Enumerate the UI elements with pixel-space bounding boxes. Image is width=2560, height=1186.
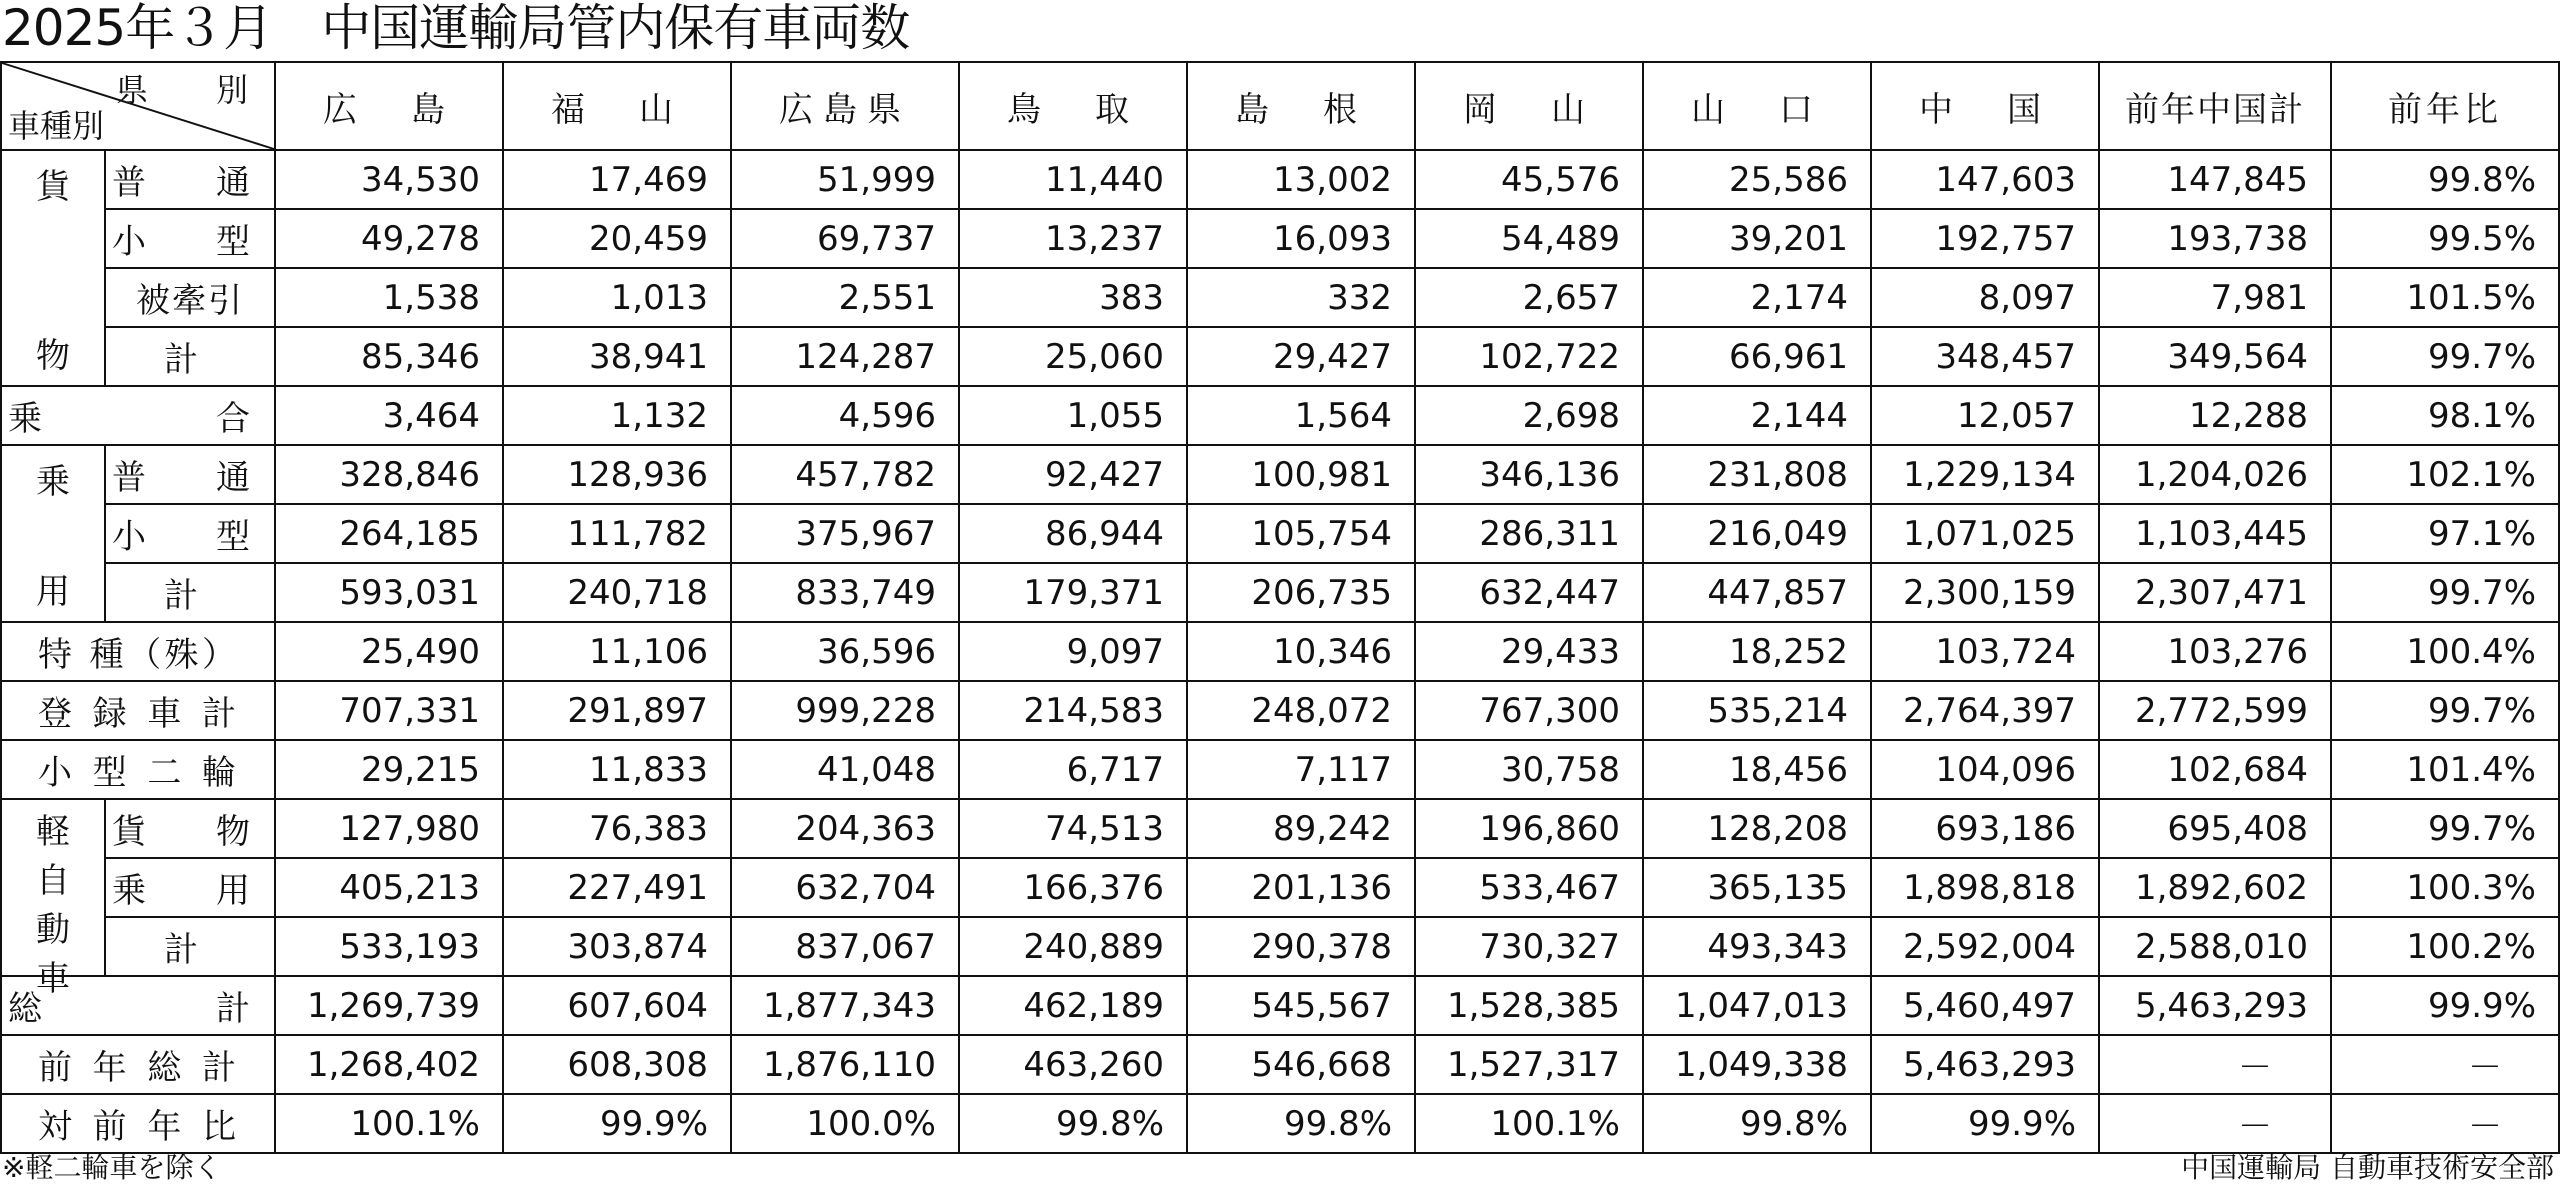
row-label: 貨 物 bbox=[105, 799, 275, 858]
vehicle-count-table bbox=[0, 61, 2560, 1154]
value-cell: － bbox=[2331, 1035, 2559, 1094]
value-cell: 54,489 bbox=[1415, 209, 1643, 268]
value-cell: 69,737 bbox=[731, 209, 959, 268]
value-cell: 767,300 bbox=[1415, 681, 1643, 740]
category-label-kei bbox=[1, 799, 105, 999]
value-cell: 1,892,602 bbox=[2099, 858, 2331, 917]
value-cell: 128,936 bbox=[503, 445, 731, 504]
value-cell: 99.7% bbox=[2331, 799, 2559, 858]
value-cell: 1,898,818 bbox=[1871, 858, 2099, 917]
value-cell: 193,738 bbox=[2099, 209, 2331, 268]
value-cell: 11,440 bbox=[959, 150, 1187, 209]
value-cell: 100.1% bbox=[1415, 1094, 1643, 1153]
value-cell: 447,857 bbox=[1643, 563, 1871, 622]
row-label: 小 型 bbox=[105, 209, 275, 268]
table-row bbox=[1, 622, 2559, 681]
value-cell: 463,260 bbox=[959, 1035, 1187, 1094]
column-header: 山 口 bbox=[1643, 62, 1871, 150]
table-row bbox=[1, 445, 2559, 504]
value-cell: 101.4% bbox=[2331, 740, 2559, 799]
source-credit: 中国運輸局 自動車技術安全部 bbox=[2181, 1151, 2554, 1184]
value-cell: 89,242 bbox=[1187, 799, 1415, 858]
value-cell: 405,213 bbox=[275, 858, 503, 917]
value-cell: 546,668 bbox=[1187, 1035, 1415, 1094]
value-cell: 303,874 bbox=[503, 917, 731, 976]
value-cell: 102.1% bbox=[2331, 445, 2559, 504]
value-cell: 147,603 bbox=[1871, 150, 2099, 209]
row-label: 普 通 bbox=[105, 150, 275, 209]
value-cell: 462,189 bbox=[959, 976, 1187, 1035]
table-row bbox=[1, 268, 2559, 327]
corner-prefecture-label: 県 別 bbox=[115, 71, 266, 109]
value-cell: 1,013 bbox=[503, 268, 731, 327]
column-header: 広 島 bbox=[275, 62, 503, 150]
table-row bbox=[1, 209, 2559, 268]
value-cell: 9,097 bbox=[959, 622, 1187, 681]
category-label-joyo bbox=[1, 445, 105, 622]
value-cell: 99.5% bbox=[2331, 209, 2559, 268]
value-cell: 49,278 bbox=[275, 209, 503, 268]
value-cell: 214,583 bbox=[959, 681, 1187, 740]
row-label: 被牽引 bbox=[105, 268, 275, 327]
value-cell: 349,564 bbox=[2099, 327, 2331, 386]
value-cell: 204,363 bbox=[731, 799, 959, 858]
value-cell: 11,833 bbox=[503, 740, 731, 799]
value-cell: 100.3% bbox=[2331, 858, 2559, 917]
value-cell: 99.8% bbox=[2331, 150, 2559, 209]
value-cell: － bbox=[2331, 1094, 2559, 1153]
value-cell: 29,427 bbox=[1187, 327, 1415, 386]
value-cell: 13,237 bbox=[959, 209, 1187, 268]
value-cell: 2,772,599 bbox=[2099, 681, 2331, 740]
table-row bbox=[1, 150, 2559, 209]
corner-cell bbox=[1, 62, 275, 150]
value-cell: 25,586 bbox=[1643, 150, 1871, 209]
value-cell: 102,684 bbox=[2099, 740, 2331, 799]
table-row bbox=[1, 504, 2559, 563]
value-cell: 39,201 bbox=[1643, 209, 1871, 268]
value-cell: 11,106 bbox=[503, 622, 731, 681]
value-cell: 286,311 bbox=[1415, 504, 1643, 563]
value-cell: 7,981 bbox=[2099, 268, 2331, 327]
column-header: 鳥 取 bbox=[959, 62, 1187, 150]
value-cell: 45,576 bbox=[1415, 150, 1643, 209]
category-char: 軽 bbox=[36, 812, 70, 852]
value-cell: 76,383 bbox=[503, 799, 731, 858]
value-cell: 147,845 bbox=[2099, 150, 2331, 209]
value-cell: 2,592,004 bbox=[1871, 917, 2099, 976]
value-cell: 16,093 bbox=[1187, 209, 1415, 268]
value-cell: 66,961 bbox=[1643, 327, 1871, 386]
value-cell: 1,527,317 bbox=[1415, 1035, 1643, 1094]
value-cell: 1,229,134 bbox=[1871, 445, 2099, 504]
value-cell: 99.9% bbox=[1871, 1094, 2099, 1153]
row-label: 計 bbox=[105, 327, 275, 386]
value-cell: 25,490 bbox=[275, 622, 503, 681]
value-cell: 1,268,402 bbox=[275, 1035, 503, 1094]
value-cell: 192,757 bbox=[1871, 209, 2099, 268]
category-label-kamotsu bbox=[1, 150, 105, 386]
value-cell: 17,469 bbox=[503, 150, 731, 209]
value-cell: 730,327 bbox=[1415, 917, 1643, 976]
value-cell: 18,456 bbox=[1643, 740, 1871, 799]
value-cell: 41,048 bbox=[731, 740, 959, 799]
value-cell: 1,055 bbox=[959, 386, 1187, 445]
value-cell: 38,941 bbox=[503, 327, 731, 386]
column-header: 広島県 bbox=[731, 62, 959, 150]
value-cell: 1,528,385 bbox=[1415, 976, 1643, 1035]
value-cell: － bbox=[2099, 1094, 2331, 1153]
value-cell: 7,117 bbox=[1187, 740, 1415, 799]
row-label: 普 通 bbox=[105, 445, 275, 504]
value-cell: 99.8% bbox=[1643, 1094, 1871, 1153]
value-cell: 346,136 bbox=[1415, 445, 1643, 504]
value-cell: 493,343 bbox=[1643, 917, 1871, 976]
category-char: 貨 bbox=[36, 167, 70, 207]
value-cell: 13,002 bbox=[1187, 150, 1415, 209]
value-cell: 10,346 bbox=[1187, 622, 1415, 681]
value-cell: 99.9% bbox=[2331, 976, 2559, 1035]
value-cell: 1,269,739 bbox=[275, 976, 503, 1035]
value-cell: 12,288 bbox=[2099, 386, 2331, 445]
value-cell: 2,307,471 bbox=[2099, 563, 2331, 622]
table-row bbox=[1, 1035, 2559, 1094]
value-cell: 1,538 bbox=[275, 268, 503, 327]
value-cell: 695,408 bbox=[2099, 799, 2331, 858]
column-header: 前年比 bbox=[2331, 62, 2559, 150]
value-cell: 607,604 bbox=[503, 976, 731, 1035]
value-cell: 2,698 bbox=[1415, 386, 1643, 445]
value-cell: 30,758 bbox=[1415, 740, 1643, 799]
value-cell: 34,530 bbox=[275, 150, 503, 209]
value-cell: 102,722 bbox=[1415, 327, 1643, 386]
value-cell: 127,980 bbox=[275, 799, 503, 858]
table-row bbox=[1, 386, 2559, 445]
value-cell: 36,596 bbox=[731, 622, 959, 681]
column-header: 岡 山 bbox=[1415, 62, 1643, 150]
value-cell: 124,287 bbox=[731, 327, 959, 386]
value-cell: 105,754 bbox=[1187, 504, 1415, 563]
value-cell: 1,204,026 bbox=[2099, 445, 2331, 504]
table-row bbox=[1, 740, 2559, 799]
value-cell: 328,846 bbox=[275, 445, 503, 504]
value-cell: 18,252 bbox=[1643, 622, 1871, 681]
value-cell: 365,135 bbox=[1643, 858, 1871, 917]
value-cell: 290,378 bbox=[1187, 917, 1415, 976]
value-cell: 457,782 bbox=[731, 445, 959, 504]
value-cell: － bbox=[2099, 1035, 2331, 1094]
value-cell: 348,457 bbox=[1871, 327, 2099, 386]
value-cell: 201,136 bbox=[1187, 858, 1415, 917]
value-cell: 1,564 bbox=[1187, 386, 1415, 445]
value-cell: 179,371 bbox=[959, 563, 1187, 622]
footnote: ※軽二輪車を除く bbox=[2, 1151, 222, 1184]
value-cell: 12,057 bbox=[1871, 386, 2099, 445]
value-cell: 85,346 bbox=[275, 327, 503, 386]
category-char: 車 bbox=[36, 959, 70, 999]
value-cell: 5,463,293 bbox=[2099, 976, 2331, 1035]
column-header: 島 根 bbox=[1187, 62, 1415, 150]
value-cell: 25,060 bbox=[959, 327, 1187, 386]
value-cell: 2,657 bbox=[1415, 268, 1643, 327]
row-label: 前年総計 bbox=[1, 1035, 275, 1094]
table-row bbox=[1, 327, 2559, 386]
row-label: 総 計 bbox=[1, 976, 275, 1035]
row-label: 計 bbox=[105, 563, 275, 622]
value-cell: 264,185 bbox=[275, 504, 503, 563]
category-char: 物 bbox=[36, 336, 70, 376]
row-label: 小 型 bbox=[105, 504, 275, 563]
value-cell: 707,331 bbox=[275, 681, 503, 740]
value-cell: 216,049 bbox=[1643, 504, 1871, 563]
corner-vehicle-type-label: 車種別 bbox=[8, 107, 105, 145]
row-label: 登録車計 bbox=[1, 681, 275, 740]
value-cell: 833,749 bbox=[731, 563, 959, 622]
row-label: 乗 合 bbox=[1, 386, 275, 445]
value-cell: 1,047,013 bbox=[1643, 976, 1871, 1035]
page-title: 2025年３月 中国運輸局管内保有車両数 bbox=[2, 0, 910, 57]
table-row bbox=[1, 799, 2559, 858]
value-cell: 99.7% bbox=[2331, 327, 2559, 386]
value-cell: 2,144 bbox=[1643, 386, 1871, 445]
value-cell: 291,897 bbox=[503, 681, 731, 740]
value-cell: 1,071,025 bbox=[1871, 504, 2099, 563]
table-row bbox=[1, 1094, 2559, 1153]
value-cell: 545,567 bbox=[1187, 976, 1415, 1035]
value-cell: 375,967 bbox=[731, 504, 959, 563]
value-cell: 1,876,110 bbox=[731, 1035, 959, 1094]
value-cell: 100.1% bbox=[275, 1094, 503, 1153]
value-cell: 98.1% bbox=[2331, 386, 2559, 445]
value-cell: 99.8% bbox=[1187, 1094, 1415, 1153]
value-cell: 632,447 bbox=[1415, 563, 1643, 622]
value-cell: 533,193 bbox=[275, 917, 503, 976]
value-cell: 240,889 bbox=[959, 917, 1187, 976]
value-cell: 6,717 bbox=[959, 740, 1187, 799]
value-cell: 227,491 bbox=[503, 858, 731, 917]
value-cell: 111,782 bbox=[503, 504, 731, 563]
value-cell: 248,072 bbox=[1187, 681, 1415, 740]
row-label: 特 種（殊） bbox=[1, 622, 275, 681]
column-header: 福 山 bbox=[503, 62, 731, 150]
value-cell: 593,031 bbox=[275, 563, 503, 622]
column-header: 中 国 bbox=[1871, 62, 2099, 150]
value-cell: 1,049,338 bbox=[1643, 1035, 1871, 1094]
value-cell: 1,132 bbox=[503, 386, 731, 445]
header-row bbox=[1, 62, 2559, 150]
value-cell: 533,467 bbox=[1415, 858, 1643, 917]
value-cell: 2,174 bbox=[1643, 268, 1871, 327]
value-cell: 97.1% bbox=[2331, 504, 2559, 563]
category-char: 用 bbox=[36, 572, 70, 612]
value-cell: 608,308 bbox=[503, 1035, 731, 1094]
value-cell: 2,588,010 bbox=[2099, 917, 2331, 976]
table-row bbox=[1, 976, 2559, 1035]
value-cell: 2,551 bbox=[731, 268, 959, 327]
value-cell: 632,704 bbox=[731, 858, 959, 917]
value-cell: 20,459 bbox=[503, 209, 731, 268]
value-cell: 86,944 bbox=[959, 504, 1187, 563]
value-cell: 196,860 bbox=[1415, 799, 1643, 858]
value-cell: 535,214 bbox=[1643, 681, 1871, 740]
table-row bbox=[1, 563, 2559, 622]
value-cell: 104,096 bbox=[1871, 740, 2099, 799]
value-cell: 2,300,159 bbox=[1871, 563, 2099, 622]
value-cell: 1,103,445 bbox=[2099, 504, 2331, 563]
value-cell: 4,596 bbox=[731, 386, 959, 445]
table-row bbox=[1, 858, 2559, 917]
value-cell: 3,464 bbox=[275, 386, 503, 445]
value-cell: 99.7% bbox=[2331, 681, 2559, 740]
table-row bbox=[1, 681, 2559, 740]
value-cell: 103,276 bbox=[2099, 622, 2331, 681]
category-char: 乗 bbox=[36, 462, 70, 502]
value-cell: 100.4% bbox=[2331, 622, 2559, 681]
category-char: 動 bbox=[36, 910, 70, 950]
value-cell: 5,463,293 bbox=[1871, 1035, 2099, 1094]
value-cell: 29,215 bbox=[275, 740, 503, 799]
category-char: 自 bbox=[36, 861, 70, 901]
value-cell: 8,097 bbox=[1871, 268, 2099, 327]
value-cell: 99.7% bbox=[2331, 563, 2559, 622]
value-cell: 51,999 bbox=[731, 150, 959, 209]
table-row bbox=[1, 917, 2559, 976]
value-cell: 206,735 bbox=[1187, 563, 1415, 622]
row-label: 乗 用 bbox=[105, 858, 275, 917]
value-cell: 101.5% bbox=[2331, 268, 2559, 327]
value-cell: 100.0% bbox=[731, 1094, 959, 1153]
value-cell: 1,877,343 bbox=[731, 976, 959, 1035]
column-header: 前年中国計 bbox=[2099, 62, 2331, 150]
value-cell: 99.9% bbox=[503, 1094, 731, 1153]
value-cell: 128,208 bbox=[1643, 799, 1871, 858]
value-cell: 166,376 bbox=[959, 858, 1187, 917]
value-cell: 103,724 bbox=[1871, 622, 2099, 681]
value-cell: 5,460,497 bbox=[1871, 976, 2099, 1035]
value-cell: 100.2% bbox=[2331, 917, 2559, 976]
value-cell: 837,067 bbox=[731, 917, 959, 976]
row-label: 小型二輪 bbox=[1, 740, 275, 799]
value-cell: 240,718 bbox=[503, 563, 731, 622]
value-cell: 2,764,397 bbox=[1871, 681, 2099, 740]
value-cell: 92,427 bbox=[959, 445, 1187, 504]
value-cell: 99.8% bbox=[959, 1094, 1187, 1153]
value-cell: 332 bbox=[1187, 268, 1415, 327]
value-cell: 383 bbox=[959, 268, 1187, 327]
value-cell: 999,228 bbox=[731, 681, 959, 740]
row-label: 対前年比 bbox=[1, 1094, 275, 1153]
value-cell: 231,808 bbox=[1643, 445, 1871, 504]
row-label: 計 bbox=[105, 917, 275, 976]
value-cell: 29,433 bbox=[1415, 622, 1643, 681]
value-cell: 693,186 bbox=[1871, 799, 2099, 858]
value-cell: 100,981 bbox=[1187, 445, 1415, 504]
value-cell: 74,513 bbox=[959, 799, 1187, 858]
